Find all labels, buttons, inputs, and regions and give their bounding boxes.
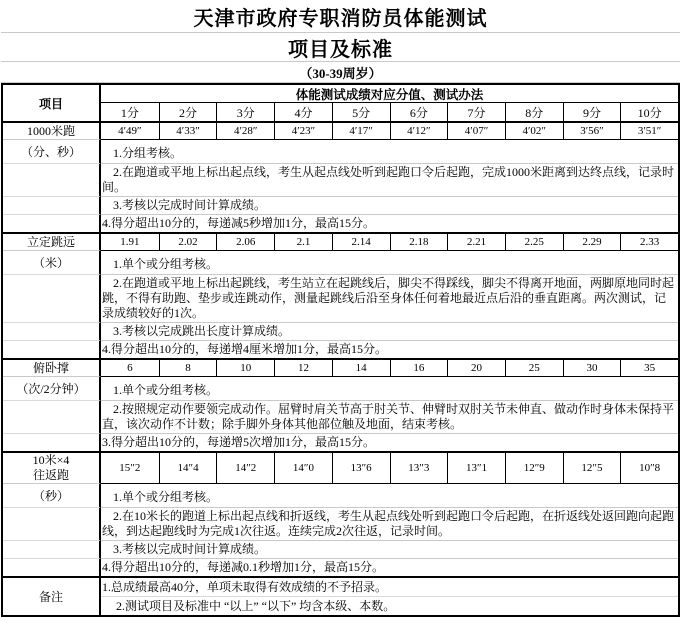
method-row (3, 433, 678, 451)
method-row (3, 377, 678, 400)
label-spacer (3, 340, 101, 358)
label-spacer (3, 400, 101, 433)
value-cell-push-up-1: 6 (101, 360, 159, 377)
title-block (1, 0, 680, 83)
label-spacer (3, 433, 101, 451)
note-line-1: 1.总成绩最高40分，单项未取得有效成绩的不予招录。 (102, 579, 388, 594)
item-name-standing-long-jump (3, 234, 101, 251)
table-header (3, 85, 678, 123)
method-text: 1.单个或分组考核。 (113, 257, 219, 271)
value-cell-1000m-run-2: 4′33″ (159, 123, 217, 140)
score-col-header-8: 8分 (505, 103, 563, 121)
item-unit-push-up: （次/2分钟） (3, 377, 101, 400)
value-cell-1000m-run-1: 4′49″ (101, 123, 159, 140)
method-row (3, 507, 678, 540)
label-spacer (3, 558, 101, 576)
page-title-age-group: （30-39周岁） (1, 62, 680, 83)
score-col-header-3: 3分 (216, 103, 274, 121)
value-cell-push-up-5: 14 (332, 360, 390, 377)
method-text: 1.分组考核。 (113, 146, 183, 160)
item-unit-1000m-run: （分、秒） (3, 140, 101, 163)
label-spacer (3, 322, 101, 340)
sections-host (3, 123, 678, 576)
value-cell-standing-long-jump-3: 2.06 (216, 234, 274, 251)
value-cell-10m-x4-shuttle-run-1: 15″2 (101, 453, 159, 484)
value-cell-10m-x4-shuttle-run-5: 13″6 (332, 453, 390, 484)
item-name-line: 1000米跑 (26, 123, 75, 138)
method-text: 2.按照规定动作要领完成动作。屈臂时肩关节高于肘关节、伸臂时双肘关节未伸直、做动作时身体未保持平直，该次动作不计数；除手脚外身体其他部位触及地面，结束考核。 (101, 400, 678, 433)
label-spacer (3, 163, 101, 196)
method-text: 2.在跑道或平地上标出起跳线，考生站立在起跳线后，脚尖不得踩线，脚尖不得离开地面，两脚原地同时起跳，不得有助跑、垫步或连跳动作，测量起跳线后沿至身体任何着地最近点后沿的垂直距离。两次测试，记录成绩较好的1次。 (101, 274, 678, 322)
values-row-1000m-run (3, 123, 678, 140)
value-cell-standing-long-jump-7: 2.21 (447, 234, 505, 251)
method-row (3, 140, 678, 163)
value-cell-1000m-run-10: 3′51″ (620, 123, 678, 140)
label-spacer (3, 214, 101, 232)
item-name-push-up (3, 360, 101, 377)
method-row (3, 540, 678, 558)
fitness-standards-table (1, 83, 680, 617)
method-text: 2.在跑道或平地上标出起点线，考生从起点线处听到起跑口令后起跑，完成1000米距离到达终点线，记录时间。 (101, 163, 678, 196)
notes-body (101, 578, 678, 615)
label-spacer (3, 540, 101, 558)
value-cell-standing-long-jump-1: 1.91 (101, 234, 159, 251)
value-cell-1000m-run-8: 4′02″ (505, 123, 563, 140)
section-1000m-run (3, 123, 678, 232)
value-cell-10m-x4-shuttle-run-6: 13″3 (390, 453, 448, 484)
method-row (3, 251, 678, 274)
value-cell-standing-long-jump-5: 2.14 (332, 234, 390, 251)
method-row (3, 322, 678, 340)
value-cell-push-up-8: 25 (505, 360, 563, 377)
method-row (3, 558, 678, 576)
label-spacer (3, 507, 101, 540)
method-text: 4.得分超出10分的，每递增4厘米增加1分，最高15分。 (101, 340, 678, 358)
method-text: 3.考核以完成跳出长度计算成绩。 (101, 322, 678, 340)
value-cell-push-up-6: 16 (390, 360, 448, 377)
label-spacer (3, 196, 101, 214)
method-text: 1.单个或分组考核。 (113, 490, 219, 504)
value-cell-1000m-run-6: 4′12″ (390, 123, 448, 140)
value-cell-10m-x4-shuttle-run-7: 13″1 (447, 453, 505, 484)
section-10m-x4-shuttle-run (3, 451, 678, 576)
value-cell-10m-x4-shuttle-run-2: 14″4 (159, 453, 217, 484)
note-line-2: 2.测试项目及标准中 “以上” “以下” 均含本级、本数。 (101, 596, 678, 615)
value-cell-10m-x4-shuttle-run-10: 10″8 (620, 453, 678, 484)
value-cell-standing-long-jump-4: 2.1 (274, 234, 332, 251)
method-text: 4.得分超出10分的，每递减5秒增加1分，最高15分。 (101, 214, 678, 232)
score-col-header-9: 9分 (563, 103, 621, 121)
value-cell-standing-long-jump-6: 2.18 (390, 234, 448, 251)
method-text: 3.考核以完成时间计算成绩。 (101, 196, 678, 214)
method-text: 2.在10米长的跑道上标出起点线和折返线，考生从起点线处听到起跑口令后起跑，在折返线处返回跑向起跑线，到达起跑线时为完成1次往返。连续完成2次往返，记录时间。 (101, 507, 678, 540)
item-column-header: 项目 (3, 85, 101, 121)
label-spacer (3, 274, 101, 322)
values-row-push-up (3, 360, 678, 377)
method-row (3, 400, 678, 433)
score-col-header-2: 2分 (159, 103, 217, 121)
value-cell-1000m-run-7: 4′07″ (447, 123, 505, 140)
value-cell-1000m-run-3: 4′28″ (216, 123, 274, 140)
score-col-header-6: 6分 (390, 103, 448, 121)
value-cell-1000m-run-4: 4′23″ (274, 123, 332, 140)
score-section-header: 体能测试成绩对应分值、测试办法 (101, 85, 678, 103)
value-cell-push-up-4: 12 (274, 360, 332, 377)
section-standing-long-jump (3, 232, 678, 358)
value-cell-1000m-run-5: 4′17″ (332, 123, 390, 140)
value-cell-10m-x4-shuttle-run-3: 14″2 (216, 453, 274, 484)
value-cell-10m-x4-shuttle-run-9: 12″5 (563, 453, 621, 484)
value-cell-standing-long-jump-8: 2.25 (505, 234, 563, 251)
page-title-line2: 项目及标准 (1, 33, 680, 62)
method-row (3, 340, 678, 358)
value-cell-push-up-10: 35 (620, 360, 678, 377)
score-col-header-1: 1分 (120, 105, 139, 120)
section-push-up (3, 358, 678, 451)
value-cell-10m-x4-shuttle-run-4: 14″0 (274, 453, 332, 484)
item-unit-10m-x4-shuttle-run: （秒） (3, 484, 101, 507)
value-cell-push-up-7: 20 (447, 360, 505, 377)
notes-section (3, 576, 678, 615)
value-cell-1000m-run-9: 3′56″ (563, 123, 621, 140)
value-cell-push-up-9: 30 (563, 360, 621, 377)
method-text: 4.得分超出10分的，每递减0.1秒增加1分，最高15分。 (101, 558, 678, 576)
score-col-header-7: 7分 (447, 103, 505, 121)
method-text: 3.考核以完成时间计算成绩。 (101, 540, 678, 558)
item-name-line: 往返跑 (32, 468, 69, 482)
item-name-1000m-run (3, 123, 101, 140)
method-row (3, 274, 678, 322)
score-col-header-10: 10分 (620, 103, 678, 121)
value-cell-10m-x4-shuttle-run-8: 12″9 (505, 453, 563, 484)
value-cell-standing-long-jump-2: 2.02 (159, 234, 217, 251)
notes-label: 备注 (3, 578, 101, 615)
values-row-10m-x4-shuttle-run (3, 453, 678, 484)
score-col-header-5: 5分 (332, 103, 390, 121)
method-text: 1.单个或分组考核。 (113, 383, 219, 397)
item-name-line: 10米×4 (32, 453, 70, 467)
method-row (3, 214, 678, 232)
value-cell-standing-long-jump-9: 2.29 (563, 234, 621, 251)
score-col-header-4: 4分 (274, 103, 332, 121)
method-row (3, 484, 678, 507)
page-title-line1: 天津市政府专职消防员体能测试 (1, 0, 680, 33)
method-row (3, 163, 678, 196)
value-cell-push-up-3: 10 (216, 360, 274, 377)
method-row (3, 196, 678, 214)
method-text: 3.得分超出10分的，每递增5次增加1分，最高15分。 (101, 433, 678, 451)
item-name-10m-x4-shuttle-run (3, 453, 101, 484)
item-name-line: 俯卧撑 (32, 360, 69, 375)
item-name-line: 立定跳远 (26, 234, 75, 249)
item-unit-standing-long-jump: （米） (3, 251, 101, 274)
value-cell-push-up-2: 8 (159, 360, 217, 377)
values-row-standing-long-jump (3, 234, 678, 251)
value-cell-standing-long-jump-10: 2.33 (620, 234, 678, 251)
